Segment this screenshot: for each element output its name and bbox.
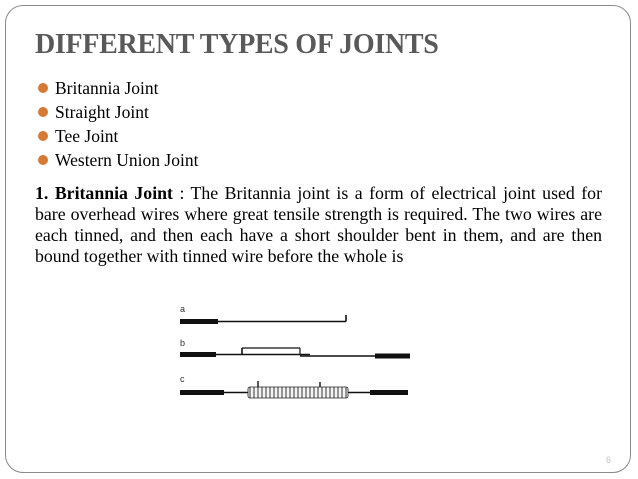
bullet-label: Britannia Joint <box>55 78 159 98</box>
bullet-item <box>38 76 198 100</box>
wire-c <box>180 381 408 398</box>
bullet-dot-icon <box>38 107 48 117</box>
figure-label-c: c <box>180 374 185 384</box>
bullet-list <box>38 76 198 172</box>
wire-a <box>180 315 346 324</box>
figure-label-b: b <box>180 338 186 348</box>
bullet-dot-icon <box>38 83 48 93</box>
paragraph-lead: 1. Britannia Joint <box>35 183 173 203</box>
bullet-dot-icon <box>38 155 48 165</box>
britannia-description <box>35 183 602 267</box>
bullet-label: Tee Joint <box>55 126 119 146</box>
wire-b <box>180 348 410 359</box>
page-number: 6 <box>606 455 612 465</box>
paragraph-text: : The Britannia joint is a form of electrical joint used for bare overhead wires where great tensile strength is required. The two wires are each tinned, and then each have a short shoulder bent in them, and are then bound together with tinned wire before the whole is <box>35 183 602 266</box>
bullet-label: Straight Joint <box>55 102 149 122</box>
slide-title: DIFFERENT TYPES OF JOINTS <box>35 29 439 60</box>
bullet-dot-icon <box>38 131 48 141</box>
figure-label-a: a <box>180 304 186 314</box>
bullet-item <box>38 124 198 148</box>
bullet-label: Western Union Joint <box>55 150 199 170</box>
britannia-joint-diagram <box>170 302 420 407</box>
bullet-item <box>38 148 198 172</box>
bullet-item <box>38 100 198 124</box>
